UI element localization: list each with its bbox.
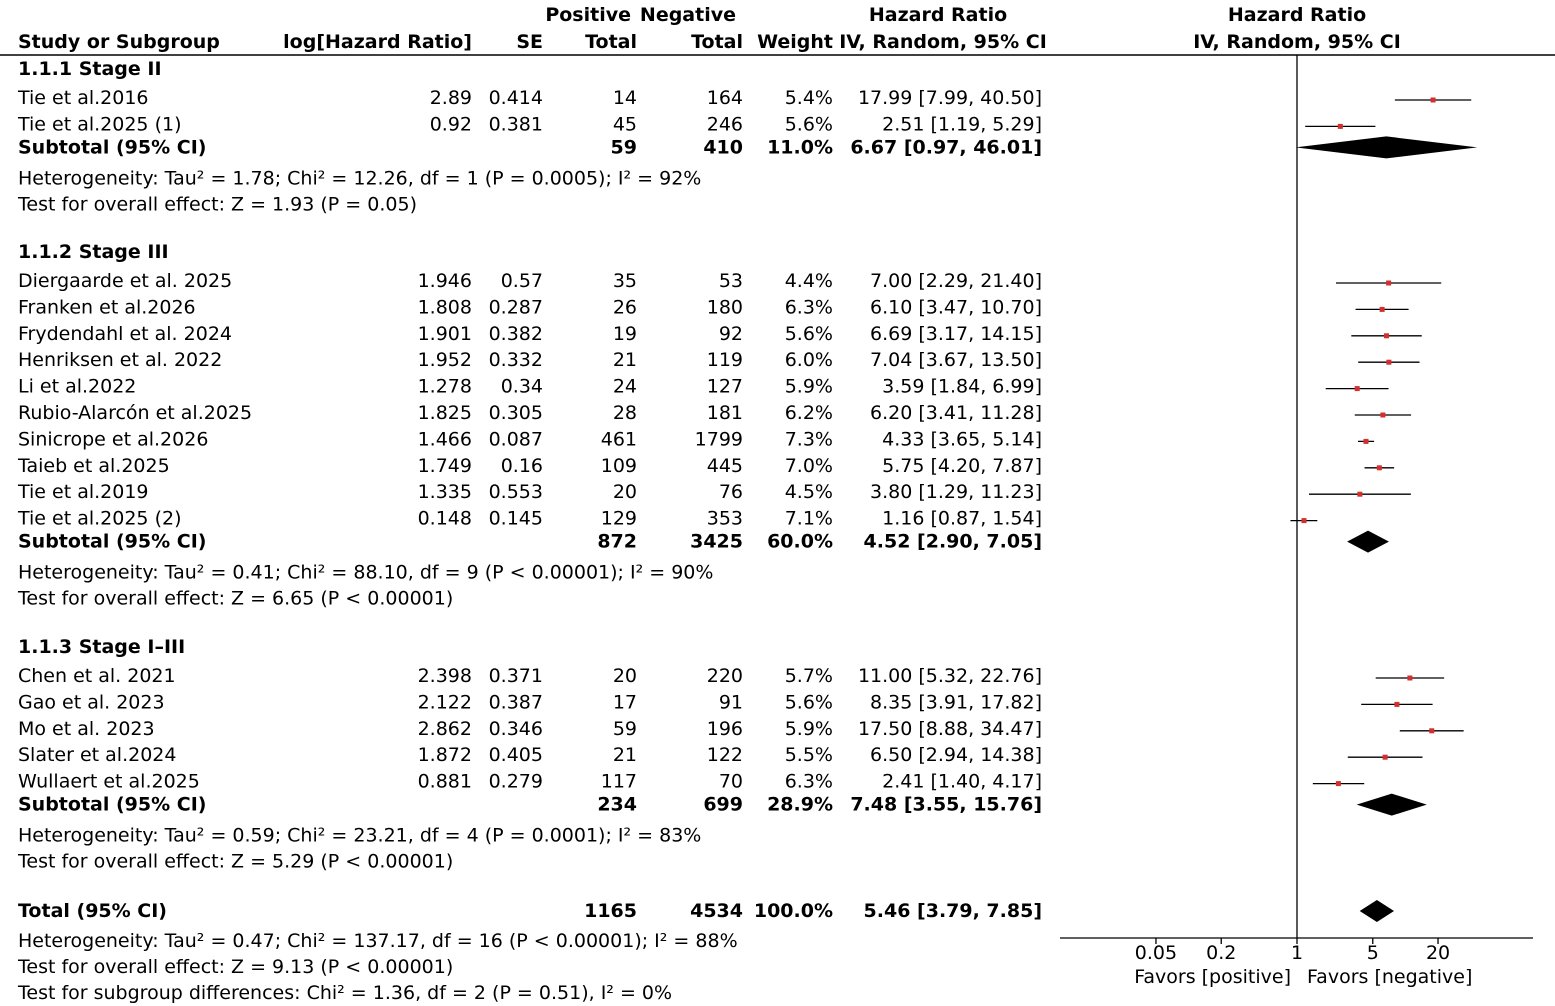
negative-total-value: 53 [718,270,743,292]
se-value: 0.553 [488,481,543,504]
header-weight: Weight [757,31,833,53]
hr-ci-value: 17.50 [8.88, 34.47] [857,717,1042,740]
positive-total-value: 17 [612,691,637,714]
study-name: Sinicrope et al.2026 [18,428,209,451]
point-estimate-marker [1384,333,1389,338]
weight-value: 4.5% [784,481,833,504]
positive-total-value: 59 [610,136,637,159]
negative-total-value: 180 [706,296,743,319]
loghr-value: 2.398 [417,665,472,687]
total-heterogeneity-text: Heterogeneity: Tau² = 0.47; Chi² = 137.17, df = 16 (P < 0.00001); I² = 88% [18,930,738,952]
negative-total-value: 127 [706,375,743,398]
summary-diamond [1296,136,1478,158]
header-loghr: log[Hazard Ratio] [283,31,472,53]
point-estimate-marker [1357,492,1362,497]
point-estimate-marker [1377,465,1382,470]
study-name: Rubio-Alarcón et al.2025 [18,402,253,424]
point-estimate-marker [1355,386,1360,391]
positive-total-value: 1165 [584,900,637,922]
loghr-value: 2.89 [429,87,472,109]
favors-right-label: Favors [negative] [1307,966,1473,988]
se-value: 0.414 [488,87,543,109]
point-estimate-marker [1386,360,1391,365]
point-estimate-marker [1301,518,1306,523]
study-name: Slater et al.2024 [18,744,177,767]
positive-total-value: 872 [597,530,637,553]
weight-value: 6.0% [784,349,833,372]
negative-total-value: 70 [718,770,743,793]
weight-value: 5.7% [784,665,833,687]
weight-value: 28.9% [767,793,833,816]
subtotal-label: Total (95% CI) [18,900,167,922]
header-hr-method: IV, Random, 95% CI [839,31,1047,53]
se-value: 0.346 [488,717,543,740]
weight-value: 11.0% [767,136,833,159]
study-name: Gao et al. 2023 [18,691,165,714]
plot-area [1060,55,1533,988]
study-name: Li et al.2022 [18,375,137,398]
negative-total-value: 91 [718,691,743,714]
negative-total-value: 1799 [694,428,743,451]
heterogeneity-text: Heterogeneity: Tau² = 0.41; Chi² = 88.10, df = 9 (P < 0.00001); I² = 90% [18,561,714,584]
weight-value: 7.1% [784,507,833,530]
positive-total-value: 26 [612,296,637,319]
negative-total-value: 4534 [690,900,743,922]
se-value: 0.405 [488,744,543,767]
loghr-value: 0.148 [417,507,472,530]
hr-ci-value: 2.51 [1.19, 5.29] [882,113,1042,136]
positive-total-value: 59 [612,717,637,740]
negative-total-value: 410 [703,136,743,159]
negative-total-value: 3425 [690,530,743,553]
negative-total-value: 699 [703,793,743,816]
se-value: 0.34 [500,375,543,398]
weight-value: 5.9% [784,375,833,398]
hr-ci-value: 17.99 [7.99, 40.50] [857,87,1042,109]
hr-ci-value: 4.52 [2.90, 7.05] [863,530,1042,553]
weight-value: 5.6% [784,113,833,136]
weight-value: 4.4% [784,270,833,292]
se-value: 0.57 [500,270,543,292]
header-study: Study or Subgroup [18,31,220,53]
x-axis-tick-label: 0.2 [1206,942,1237,964]
subtotal-label: Subtotal (95% CI) [18,530,207,553]
se-value: 0.381 [488,113,543,136]
point-estimate-marker [1363,439,1368,444]
loghr-value: 1.901 [417,322,472,345]
loghr-value: 2.862 [417,717,472,740]
hr-ci-value: 2.41 [1.40, 4.17] [882,770,1042,793]
loghr-value: 1.872 [417,744,472,767]
se-value: 0.145 [488,507,543,530]
overall-effect-text: Test for overall effect: Z = 1.93 (P = 0.05) [18,193,417,216]
hr-ci-value: 8.35 [3.91, 17.82] [870,691,1042,714]
positive-total-value: 461 [600,428,637,451]
subtotal-label: Subtotal (95% CI) [18,793,207,816]
se-value: 0.387 [488,691,543,714]
weight-value: 5.4% [784,87,833,109]
positive-total-value: 234 [597,793,637,816]
se-value: 0.279 [488,770,543,793]
loghr-value: 2.122 [417,691,472,714]
negative-total-value: 119 [706,349,743,372]
subgroup-differences-text: Test for subgroup differences: Chi² = 1.36, df = 2 (P = 0.51), I² = 0% [18,982,673,1004]
se-value: 0.305 [488,402,543,424]
positive-total-value: 21 [612,744,637,767]
weight-value: 5.9% [784,717,833,740]
x-axis-tick-label: 1 [1290,942,1304,964]
negative-total-value: 181 [706,402,743,424]
favors-left-label: Favors [positive] [1134,966,1291,988]
negative-total-value: 76 [718,481,743,504]
loghr-value: 1.946 [417,270,472,292]
positive-total-value: 20 [612,481,637,504]
study-name: Tie et al.2016 [18,87,149,109]
header-plot-method: IV, Random, 95% CI [1193,31,1401,53]
weight-value: 6.2% [784,402,833,424]
header-se: SE [516,31,543,53]
study-name: Franken et al.2026 [18,296,196,319]
point-estimate-marker [1380,307,1385,312]
loghr-value: 1.952 [417,349,472,372]
hr-ci-value: 6.69 [3.17, 14.15] [870,322,1042,345]
se-value: 0.087 [488,428,543,451]
positive-total-value: 14 [612,87,637,109]
hr-ci-value: 7.48 [3.55, 15.76] [850,793,1042,816]
point-estimate-marker [1431,98,1436,103]
loghr-value: 0.92 [429,113,472,136]
loghr-value: 1.278 [417,375,472,398]
point-estimate-marker [1383,755,1388,760]
column-headers [0,4,1555,55]
se-value: 0.287 [488,296,543,319]
hr-ci-value: 11.00 [5.32, 22.76] [857,665,1042,687]
hr-ci-value: 3.59 [1.84, 6.99] [882,375,1042,398]
hr-ci-value: 6.10 [3.47, 10.70] [870,296,1042,319]
hr-ci-value: 5.75 [4.20, 7.87] [882,454,1042,477]
hr-ci-value: 7.04 [3.67, 13.50] [870,349,1042,372]
header-plot: Hazard Ratio [1227,4,1367,26]
loghr-value: 1.808 [417,296,472,319]
point-estimate-marker [1394,702,1399,707]
summary-diamond [1347,531,1389,553]
weight-value: 60.0% [767,530,833,553]
hr-ci-value: 1.16 [0.87, 1.54] [882,507,1042,530]
point-estimate-marker [1338,124,1343,129]
subgroup-heading: 1.1.2 Stage III [18,241,169,263]
se-value: 0.16 [500,454,543,477]
overall-effect-text: Test for overall effect: Z = 6.65 (P < 0.00001) [18,587,454,610]
positive-total-value: 109 [600,454,637,477]
se-value: 0.332 [488,349,543,372]
x-axis-tick-label: 20 [1425,942,1451,964]
loghr-value: 1.335 [417,481,472,504]
point-estimate-marker [1380,413,1385,418]
weight-value: 5.5% [784,744,833,767]
positive-total-value: 24 [612,375,637,398]
positive-total-value: 45 [612,113,637,136]
weight-value: 6.3% [784,770,833,793]
study-name: Tie et al.2019 [18,481,149,504]
heterogeneity-text: Heterogeneity: Tau² = 0.59; Chi² = 23.21, df = 4 (P = 0.0001); I² = 83% [18,824,702,847]
positive-total-value: 129 [600,507,637,530]
subgroup-heading: 1.1.3 Stage I–III [18,636,186,658]
negative-total-value: 246 [706,113,743,136]
header-hr: Hazard Ratio [868,4,1008,26]
subtotal-label: Subtotal (95% CI) [18,136,207,159]
study-name: Taieb et al.2025 [18,454,170,477]
loghr-value: 1.825 [417,402,472,424]
positive-total-value: 117 [600,770,637,793]
loghr-value: 1.466 [417,428,472,451]
weight-value: 100.0% [753,900,833,922]
study-name: Wullaert et al.2025 [18,770,200,793]
hr-ci-value: 5.46 [3.79, 7.85] [863,900,1042,922]
positive-total-value: 35 [612,270,637,292]
x-axis-tick-label: 5 [1366,942,1379,964]
positive-total-value: 21 [612,349,637,372]
study-name: Henriksen et al. 2022 [18,349,223,372]
header-negative: Negative [639,4,736,26]
study-name: Tie et al.2025 (1) [18,113,182,136]
point-estimate-marker [1429,728,1434,733]
hr-ci-value: 7.00 [2.29, 21.40] [870,270,1042,292]
positive-total-value: 28 [612,402,637,424]
se-value: 0.371 [488,665,543,687]
negative-total-value: 445 [706,454,743,477]
header-negative-total: Total [691,31,743,53]
study-name: Frydendahl et al. 2024 [18,322,232,345]
negative-total-value: 122 [706,744,743,767]
loghr-value: 0.881 [417,770,472,793]
x-axis-tick-label: 0.05 [1134,942,1178,964]
summary-diamond [1357,794,1427,816]
study-name: Mo et al. 2023 [18,717,155,740]
positive-total-value: 20 [612,665,637,687]
study-name: Tie et al.2025 (2) [18,507,182,530]
overall-effect-text: Test for overall effect: Z = 5.29 (P < 0.00001) [18,850,454,873]
point-estimate-marker [1386,281,1391,286]
study-name: Diergaarde et al. 2025 [18,270,233,292]
weight-value: 7.3% [784,428,833,451]
positive-total-value: 19 [612,322,637,345]
point-estimate-marker [1407,676,1412,681]
negative-total-value: 353 [706,507,743,530]
weight-value: 5.6% [784,691,833,714]
hr-ci-value: 4.33 [3.65, 5.14] [882,428,1042,451]
loghr-value: 1.749 [417,454,472,477]
table-rows [17,58,1042,1004]
negative-total-value: 92 [718,322,743,345]
hr-ci-value: 6.67 [0.97, 46.01] [850,136,1042,159]
header-positive-total: Total [585,31,637,53]
study-name: Chen et al. 2021 [18,665,176,687]
hr-ci-value: 6.20 [3.41, 11.28] [870,402,1042,424]
negative-total-value: 164 [706,87,743,109]
negative-total-value: 196 [706,717,743,740]
header-positive: Positive [545,4,631,26]
heterogeneity-text: Heterogeneity: Tau² = 1.78; Chi² = 12.26, df = 1 (P = 0.0005); I² = 92% [18,167,702,190]
weight-value: 6.3% [784,296,833,319]
subgroup-heading: 1.1.1 Stage II [18,58,162,80]
point-estimate-marker [1336,781,1341,786]
weight-value: 7.0% [784,454,833,477]
negative-total-value: 220 [706,665,743,687]
hr-ci-value: 6.50 [2.94, 14.38] [870,744,1042,767]
se-value: 0.382 [488,322,543,345]
hr-ci-value: 3.80 [1.29, 11.23] [870,481,1042,504]
weight-value: 5.6% [784,322,833,345]
summary-diamond [1360,900,1394,922]
total-overall-effect-text: Test for overall effect: Z = 9.13 (P < 0.00001) [18,956,454,978]
